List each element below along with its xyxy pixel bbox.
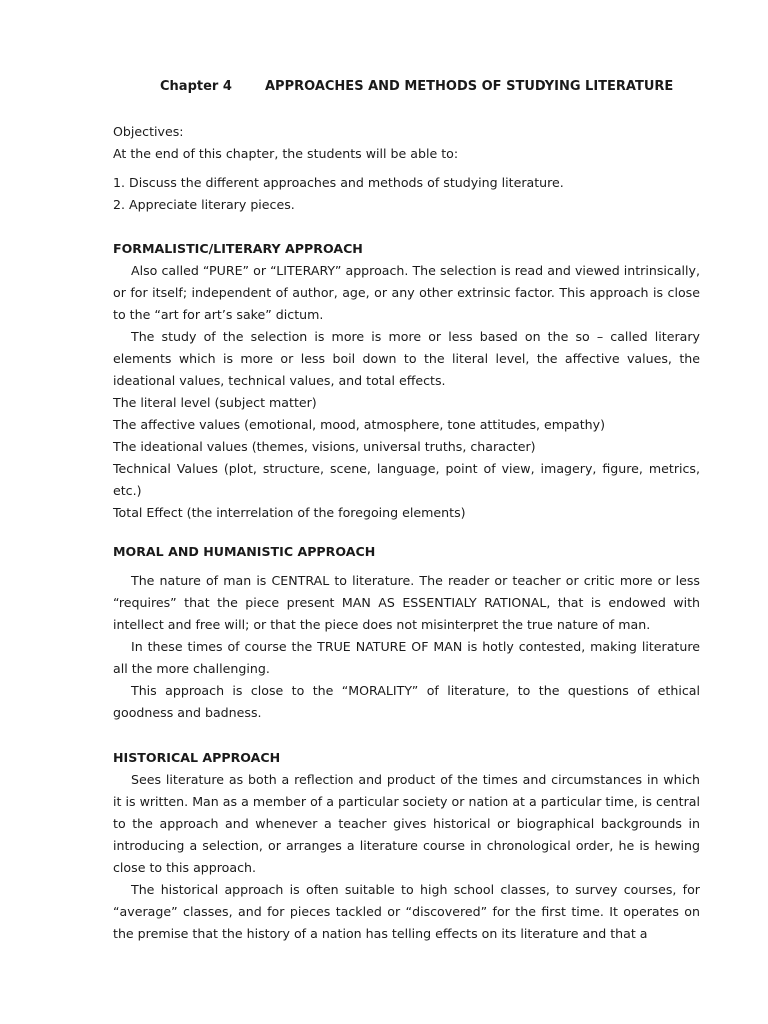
element-item-ideational: The ideational values (themes, visions, universal truths, character) <box>113 439 536 454</box>
element-item-total-effect: Total Effect (the interrelation of the foregoing elements) <box>113 505 466 520</box>
historical-heading: HISTORICAL APPROACH <box>113 750 281 765</box>
historical-paragraph-2: The historical approach is often suitable to high school classes, to survey courses, for “average” classes, and for pieces tackled or “discovered” for the first time. It operates on the premise that the history of a nation has telling effects on its literature and that a <box>113 882 700 941</box>
objectives-section <box>113 121 700 165</box>
element-item-literal: The literal level (subject matter) <box>113 395 317 410</box>
moral-heading: MORAL AND HUMANISTIC APPROACH <box>113 544 376 559</box>
moral-heading-block <box>113 541 700 563</box>
chapter-label: Chapter 4 <box>160 79 232 94</box>
objective-item: 1. Discuss the different approaches and methods of studying literature. <box>113 175 564 190</box>
moral-paragraph-1: The nature of man is CENTRAL to literature. The reader or teacher or critic more or less “requires” that the piece present MAN AS ESSENTIALY RATIONAL, that is endowed with intellect and free will; or that the piece does not misinterpret the true nature of man. <box>113 573 700 632</box>
formalistic-paragraph-1: Also called “PURE” or “LITERARY” approach. The selection is read and viewed intrinsically, or for itself; independent of author, age, or any other extrinsic factor. This approach is close to the “art for art’s sake” dictum. <box>113 263 700 322</box>
formalistic-section <box>113 238 700 524</box>
moral-section <box>113 570 700 724</box>
moral-paragraph-3: This approach is close to the “MORALITY” of literature, to the questions of ethical goodness and badness. <box>113 683 700 720</box>
historical-section <box>113 747 700 945</box>
element-item-technical: Technical Values (plot, structure, scene, language, point of view, imagery, figure, metrics, etc.) <box>113 461 700 498</box>
element-item-affective: The affective values (emotional, mood, atmosphere, tone attitudes, empathy) <box>113 417 606 432</box>
objectives-list <box>113 172 700 216</box>
chapter-title <box>160 79 673 94</box>
moral-paragraph-2: In these times of course the TRUE NATURE OF MAN is hotly contested, making literature all the more challenging. <box>113 639 700 676</box>
chapter-heading: APPROACHES AND METHODS OF STUDYING LITERATURE <box>265 79 674 94</box>
formalistic-paragraph-2: The study of the selection is more is more or less based on the so – called literary elements which is more or less boil down to the literal level, the affective values, the ideational values, technical values, and total effects. <box>113 329 700 388</box>
formalistic-heading: FORMALISTIC/LITERARY APPROACH <box>113 241 363 256</box>
objectives-intro: At the end of this chapter, the students will be able to: <box>113 146 459 161</box>
objectives-heading: Objectives: <box>113 124 184 139</box>
historical-paragraph-1: Sees literature as both a reflection and product of the times and circumstances in which it is written. Man as a member of a particular society or nation at a particular time, is central to the approach and whenever a teacher gives historical or biographical backgrounds in introducing a selection, or arranges a literature course in chronological order, he is hewing close to this approach. <box>113 772 700 875</box>
objective-item: 2. Appreciate literary pieces. <box>113 197 295 212</box>
